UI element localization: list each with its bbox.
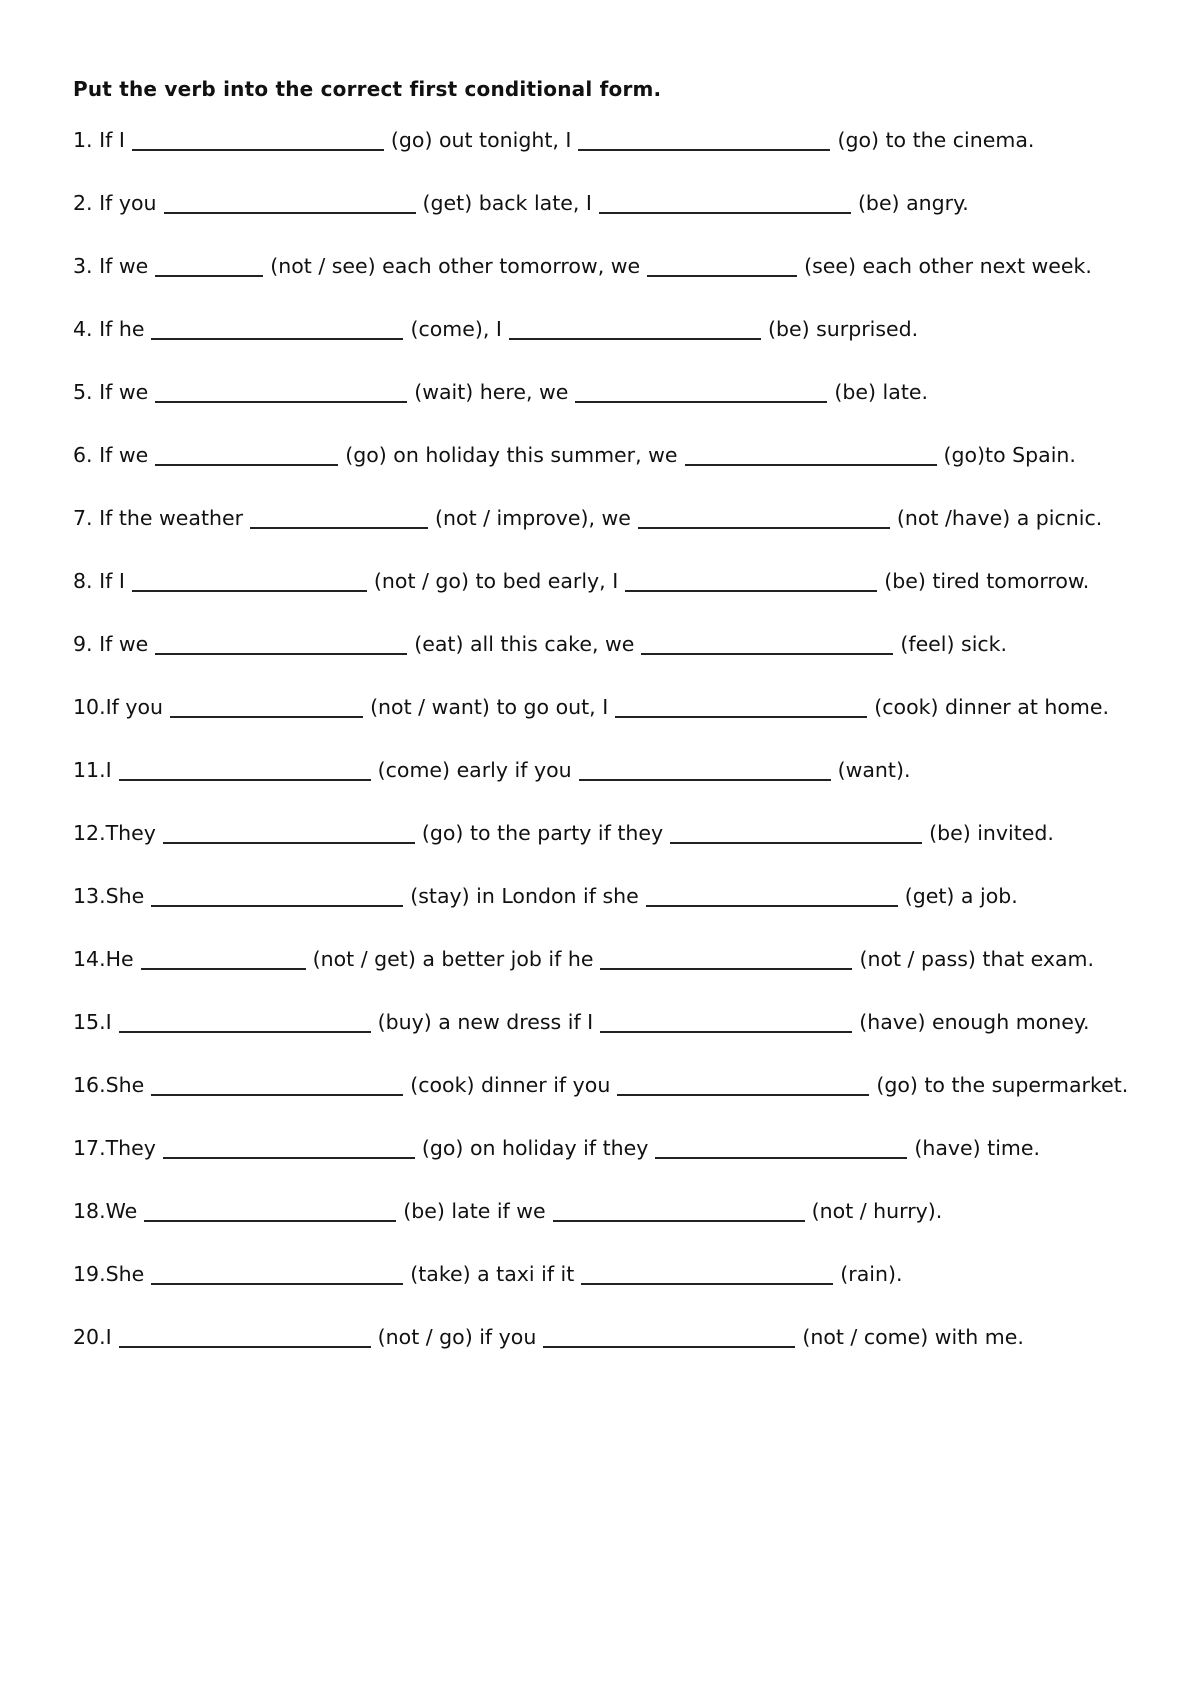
answer-blank[interactable] [170, 690, 363, 718]
item-text: 9. If we [73, 632, 149, 656]
answer-blank[interactable] [655, 1131, 907, 1159]
item-text: (be) surprised. [767, 317, 919, 341]
item-text: 8. If I [73, 569, 125, 593]
answer-blank[interactable] [163, 816, 415, 844]
exercise-item-16 [73, 1069, 1128, 1099]
item-text: 17.They [73, 1136, 156, 1160]
answer-blank[interactable] [581, 1257, 833, 1285]
item-text: (be) angry. [857, 191, 969, 215]
item-text: 16.She [73, 1073, 145, 1097]
item-text: (go) to the supermarket. [876, 1073, 1129, 1097]
exercise-item-14 [73, 943, 1094, 973]
answer-blank[interactable] [578, 123, 830, 151]
item-text: (not / see) each other tomorrow, we [270, 254, 641, 278]
exercise-item-4 [73, 313, 918, 343]
answer-blank[interactable] [163, 1131, 415, 1159]
item-text: (come) early if you [377, 758, 572, 782]
answer-blank[interactable] [250, 501, 428, 529]
answer-blank[interactable] [155, 249, 263, 277]
exercise-item-20 [73, 1321, 1024, 1351]
item-text: (not / get) a better job if he [312, 947, 594, 971]
answer-blank[interactable] [509, 312, 761, 340]
answer-blank[interactable] [164, 186, 416, 214]
exercise-item-17 [73, 1132, 1040, 1162]
exercise-item-1 [73, 124, 1034, 154]
item-text: (wait) here, we [414, 380, 569, 404]
answer-blank[interactable] [141, 942, 306, 970]
item-text: 5. If we [73, 380, 149, 404]
answer-blank[interactable] [151, 1068, 403, 1096]
answer-blank[interactable] [144, 1194, 396, 1222]
exercise-item-12 [73, 817, 1054, 847]
item-text: (go) on holiday this summer, we [345, 443, 678, 467]
answer-blank[interactable] [600, 1005, 852, 1033]
answer-blank[interactable] [155, 438, 338, 466]
item-text: 11.I [73, 758, 112, 782]
item-text: (not /have) a picnic. [896, 506, 1103, 530]
item-text: 2. If you [73, 191, 157, 215]
item-text: 10.If you [73, 695, 164, 719]
exercise-item-5 [73, 376, 928, 406]
answer-blank[interactable] [579, 753, 831, 781]
item-text: 1. If I [73, 128, 125, 152]
answer-blank[interactable] [151, 312, 403, 340]
item-text: (go) on holiday if they [421, 1136, 649, 1160]
item-text: (not / go) if you [377, 1325, 537, 1349]
item-text: (not / hurry). [811, 1199, 943, 1223]
answer-blank[interactable] [641, 627, 893, 655]
item-text: (not / improve), we [435, 506, 631, 530]
item-text: 13.She [73, 884, 145, 908]
item-text: (eat) all this cake, we [414, 632, 635, 656]
answer-blank[interactable] [155, 627, 407, 655]
item-text: 7. If the weather [73, 506, 244, 530]
item-text: (take) a taxi if it [410, 1262, 575, 1286]
item-text: 4. If he [73, 317, 145, 341]
answer-blank[interactable] [132, 564, 367, 592]
item-text: (not / pass) that exam. [859, 947, 1095, 971]
item-text: (cook) dinner if you [410, 1073, 611, 1097]
item-text: (go) to the cinema. [837, 128, 1035, 152]
instruction-heading: Put the verb into the correct first conditional form. [73, 77, 662, 101]
item-text: (be) invited. [929, 821, 1054, 845]
answer-blank[interactable] [151, 1257, 403, 1285]
exercise-item-6 [73, 439, 1076, 469]
exercise-item-10 [73, 691, 1109, 721]
answer-blank[interactable] [647, 249, 797, 277]
answer-blank[interactable] [599, 186, 851, 214]
exercise-item-8 [73, 565, 1089, 595]
answer-blank[interactable] [543, 1320, 795, 1348]
item-text: 19.She [73, 1262, 145, 1286]
item-text: (go)to Spain. [943, 443, 1076, 467]
item-text: 12.They [73, 821, 156, 845]
answer-blank[interactable] [638, 501, 890, 529]
item-text: (buy) a new dress if I [377, 1010, 594, 1034]
exercise-item-15 [73, 1006, 1090, 1036]
item-text: (have) enough money. [859, 1010, 1090, 1034]
answer-blank[interactable] [119, 1320, 371, 1348]
item-text: 20.I [73, 1325, 112, 1349]
exercise-item-2 [73, 187, 969, 217]
item-text: (not / come) with me. [802, 1325, 1024, 1349]
answer-blank[interactable] [615, 690, 867, 718]
item-text: (stay) in London if she [410, 884, 639, 908]
exercise-item-7 [73, 502, 1102, 532]
item-text: (have) time. [914, 1136, 1041, 1160]
exercise-item-9 [73, 628, 1007, 658]
answer-blank[interactable] [646, 879, 898, 907]
item-text: 14.He [73, 947, 134, 971]
exercise-item-19 [73, 1258, 903, 1288]
item-text: (cook) dinner at home. [874, 695, 1110, 719]
answer-blank[interactable] [553, 1194, 805, 1222]
item-text: (be) tired tomorrow. [884, 569, 1090, 593]
answer-blank[interactable] [670, 816, 922, 844]
answer-blank[interactable] [155, 375, 407, 403]
item-text: (see) each other next week. [804, 254, 1092, 278]
answer-blank[interactable] [600, 942, 852, 970]
item-text: 18.We [73, 1199, 138, 1223]
item-text: (come), I [410, 317, 502, 341]
item-text: (be) late if we [403, 1199, 546, 1223]
item-text: (want). [837, 758, 911, 782]
answer-blank[interactable] [119, 1005, 371, 1033]
answer-blank[interactable] [617, 1068, 869, 1096]
item-text: (get) back late, I [422, 191, 592, 215]
item-text: (get) a job. [904, 884, 1018, 908]
item-text: (rain). [840, 1262, 903, 1286]
exercise-item-18 [73, 1195, 942, 1225]
answer-blank[interactable] [151, 879, 403, 907]
item-text: (feel) sick. [900, 632, 1008, 656]
answer-blank[interactable] [119, 753, 371, 781]
item-text: 3. If we [73, 254, 149, 278]
item-text: (go) to the party if they [421, 821, 664, 845]
item-text: (not / want) to go out, I [370, 695, 609, 719]
exercise-item-13 [73, 880, 1018, 910]
exercise-item-3 [73, 250, 1092, 280]
answer-blank[interactable] [575, 375, 827, 403]
answer-blank[interactable] [685, 438, 937, 466]
answer-blank[interactable] [132, 123, 384, 151]
item-text: 6. If we [73, 443, 149, 467]
item-text: (not / go) to bed early, I [373, 569, 619, 593]
exercise-item-11 [73, 754, 910, 784]
answer-blank[interactable] [625, 564, 877, 592]
item-text: (be) late. [834, 380, 928, 404]
item-text: 15.I [73, 1010, 112, 1034]
item-text: (go) out tonight, I [390, 128, 572, 152]
